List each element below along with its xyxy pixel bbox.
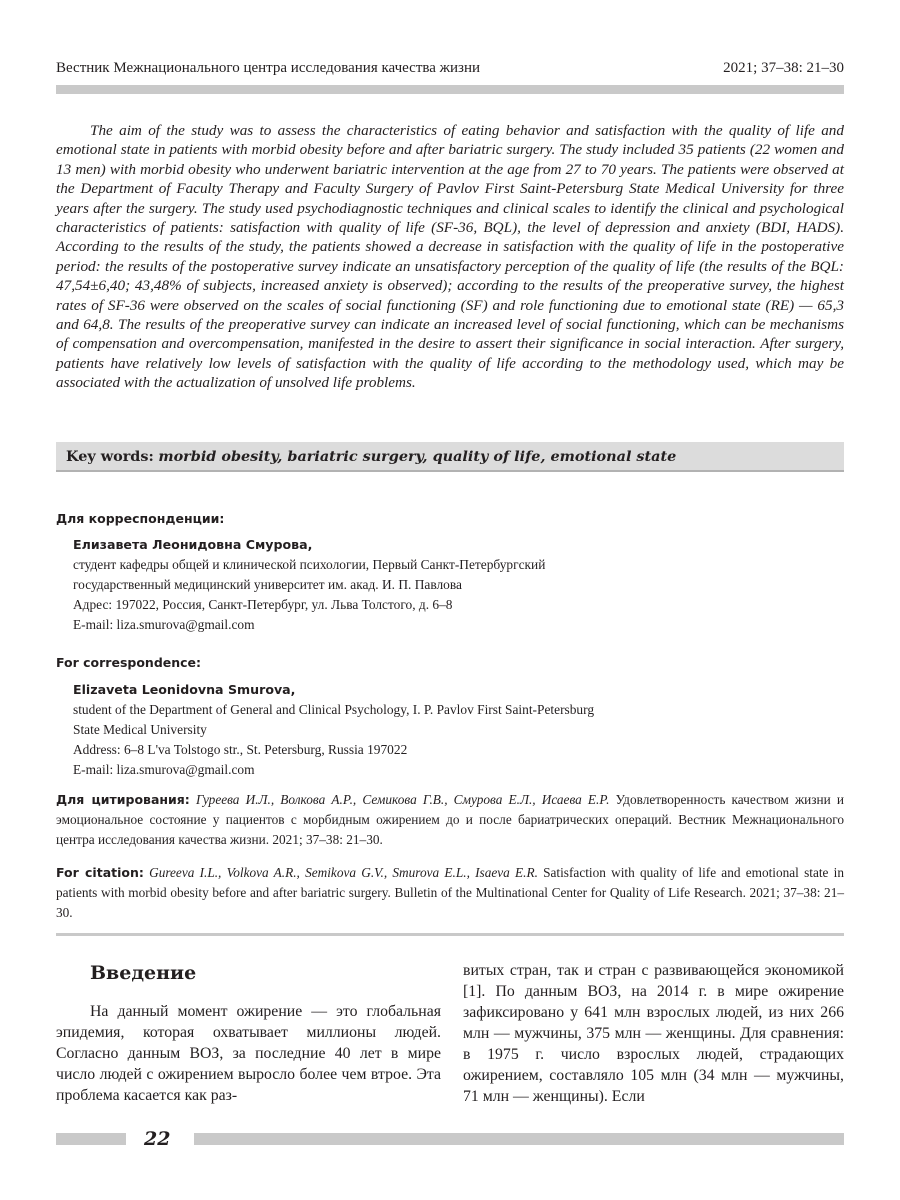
abstract-text: The aim of the study was to assess the characteristics of eating behavior and satisfaction with the quality of life and emotional state in patients with morbid obesity before and after bariatric surgery. The study included 35 patients (22 women and 13 men) with morbid obesity who underwent bariatric intervention at the age from 27 to 70 years. The patients were observed at the Department of Faculty Therapy and Faculty Surgery of Pavlov First Saint-Petersburg State Medical University for three years after the surgery. The study used psychodiagnostic techniques and clinical scales to identify the clinical and psychological characteristics of patients: satisfaction with quality of life (SF-36, BQL), the level of depression and anxiety (BDI, HADS). According to the results of the study, the patients showed a decrease in satisfaction with the quality of life in the postoperative period: the results of the postoperative survey indicate an unsatisfactory perception of the quality of life (the results of the BQL: 47,54±6,40; 43,48% of subjects, increased anxiety is observed); according to the results of the preoperative survey, the highest rates of SF-36 were observed on the scales of social functioning (SF) and role functioning due to emotional state (RE) — 65,3 and 64,8. The results of the preoperative survey can indicate an increased level of social functioning, which can be mechanisms of compensation and overcompensation, manifested in the desire to assert their significance in social interaction. After surgery, patients have relatively low levels of satisfaction with the quality of life according to the methodology used, which may be associated with the actualization of unsolved life problems. (56, 122, 844, 392)
intro-column-right: витых стран, так и стран с развивающейся экономикой [1]. По данным ВОЗ, на 2014 г. в мире ожирение зафиксировано у 641 млн взрослых людей, из них 266 млн — мужчины, 375 млн — женщины. Для сравнения: в 1975 г. число взрослых людей, страдающих ожирением, составляло 105 млн (34 млн — мужчины, 71 млн — женщины). Если (463, 962, 844, 1105)
author-address-ru: Адрес: 197022, Россия, Санкт-Петербург, ул. Льва Толстого, д. 6–8 (73, 597, 453, 612)
intro-column-left: На данный момент ожирение — это глобальная эпидемия, которая охватывает миллионы людей. Согласно данным ВОЗ, за последние 40 лет в мире число людей с ожирением выросло более чем втрое. Эта проблема касается как раз- (56, 1003, 441, 1104)
author-email-ru: E-mail: liza.smurova@gmail.com (73, 617, 255, 632)
citation-authors-ru: Гуреева И.Л., Волкова А.Р., Семикова Г.В., Смурова Е.Л., Исаева Е.Р. (195, 792, 610, 807)
keywords-label: Key words: (66, 448, 154, 465)
page-number: 22 (144, 1128, 171, 1150)
intro-heading: Введение (90, 962, 197, 984)
section-separator (56, 933, 844, 936)
citation-authors-en: Gureeva I.L., Volkova A.R., Semikova G.V., Smurova E.L., Isaeva E.R. (149, 865, 538, 880)
author-affiliation-en-1: student of the Department of General and Clinical Psychology, I. P. Pavlov First Saint-Petersburg (73, 702, 595, 717)
citation-text-ru: Удовлетворенность качеством жизни и эмоциональное состояние у пациентов с морбидным ожирением до и после бариатрических операций. Вестник Межнационального центра исследования качества жизни. 2021; 37–38: 21–30. (56, 792, 844, 847)
citation-label-ru: Для цитирования: (56, 792, 190, 807)
keywords-box (56, 442, 844, 472)
author-email-en: E-mail: liza.smurova@gmail.com (73, 762, 255, 777)
footer-bar-left (56, 1133, 126, 1145)
citation-label-en: For citation: (56, 865, 144, 880)
correspondence-block-ru (73, 535, 545, 635)
issue-info: 2021; 37–38: 21–30 (723, 60, 844, 76)
author-name-en: Elizaveta Leonidovna Smurova, (73, 682, 296, 697)
author-affiliation-ru-2: государственный медицинский университет им. акад. И. П. Павлова (73, 577, 462, 592)
citation-en (56, 863, 844, 923)
correspondence-block-en (73, 680, 594, 780)
footer-bar-right (194, 1133, 844, 1145)
citation-text-en: Satisfaction with quality of life and emotional state in patients with morbid obesity before and after bariatric surgery. Bulletin of the Multinational Center for Quality of Life Research. 2021; 37–38: 21–30. (56, 865, 844, 920)
correspondence-heading-en: For correspondence: (56, 655, 202, 670)
author-name-ru: Елизавета Леонидовна Смурова, (73, 537, 313, 552)
author-affiliation-en-2: State Medical University (73, 722, 207, 737)
running-header (56, 60, 844, 82)
citation-ru (56, 790, 844, 850)
journal-title: Вестник Межнационального центра исследования качества жизни (56, 60, 481, 76)
author-address-en: Address: 6–8 L'va Tolstogo str., St. Petersburg, Russia 197022 (73, 742, 408, 757)
keywords-value: morbid obesity, bariatric surgery, quality of life, emotional state (158, 448, 677, 465)
correspondence-heading-ru: Для корреспонденции: (56, 511, 225, 526)
author-affiliation-ru-1: студент кафедры общей и клинической психологии, Первый Санкт-Петербургский (73, 557, 546, 572)
header-rule (56, 85, 844, 94)
